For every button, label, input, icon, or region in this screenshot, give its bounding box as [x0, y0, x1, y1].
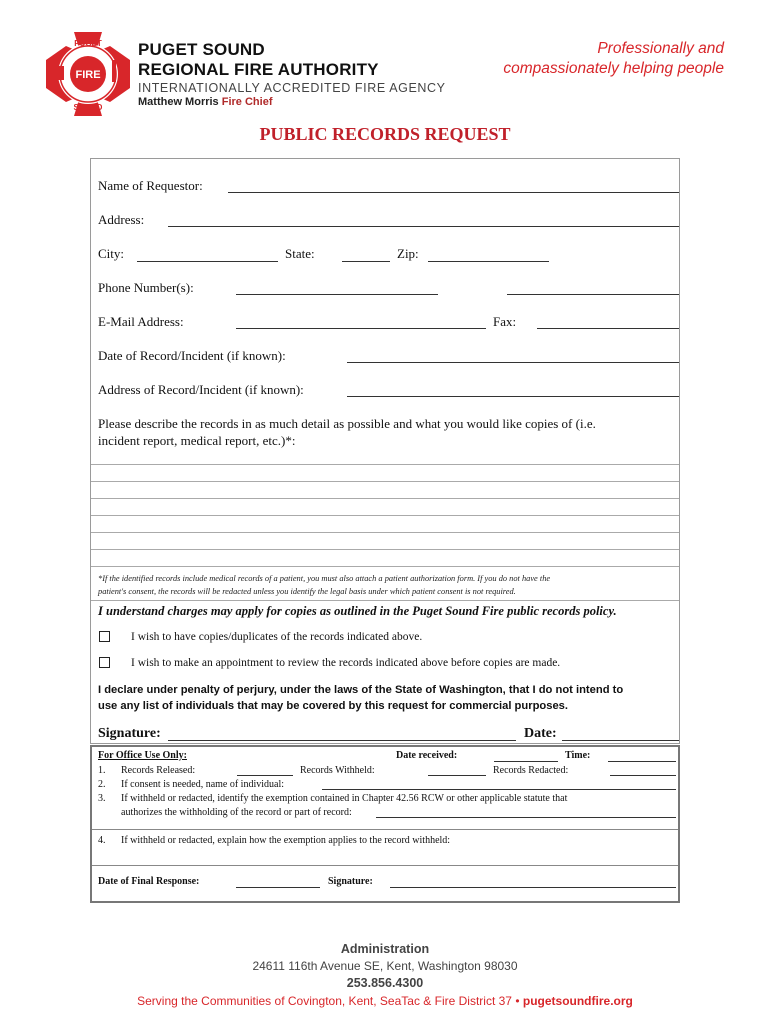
description-line-2[interactable] [91, 481, 679, 482]
description-line-4[interactable] [91, 515, 679, 516]
fire-chief [138, 96, 272, 108]
description-line-3[interactable] [91, 498, 679, 499]
office-use-heading: For Office Use Only: [98, 750, 187, 761]
copies-checkbox[interactable] [99, 631, 110, 642]
state-field[interactable] [342, 261, 390, 262]
declaration-line2: use any list of individuals that may be covered by this request for commercial purposes. [98, 700, 569, 712]
description-line-6[interactable] [91, 549, 679, 550]
description-line-5[interactable] [91, 532, 679, 533]
tagline-line2: compassionately helping people [503, 60, 724, 77]
records-withheld-label: Records Withheld: [300, 765, 375, 776]
consent-field[interactable] [322, 789, 676, 790]
date-received-label: Date received: [396, 750, 458, 761]
office-divider-2 [92, 865, 678, 866]
copies-option-label: I wish to have copies/duplicates of the records indicated above. [131, 631, 423, 643]
fire-authority-logo [44, 30, 132, 118]
incident-date-label: Date of Record/Incident (if known): [98, 348, 286, 363]
records-redacted-label: Records Redacted: [493, 765, 569, 776]
item-number-1: 1. [98, 765, 106, 776]
email-field[interactable] [236, 328, 486, 329]
consent-label: If consent is needed, name of individual: [121, 779, 285, 790]
footer-address: 24611 116th Avenue SE, Kent, Washington 98030 [252, 959, 518, 973]
review-option-label: I wish to make an appointment to review the records indicated above before copies are made. [131, 657, 561, 669]
logo-top-text: PUGET [74, 39, 102, 48]
signature-field[interactable] [168, 740, 516, 741]
exemption-field[interactable] [376, 817, 676, 818]
footer-phone: 253.856.4300 [346, 976, 424, 990]
phone-field-1[interactable] [236, 294, 438, 295]
exemption-explanation-label: If withheld or redacted, explain how the exemption applies to the record withheld: [121, 835, 451, 846]
name-field[interactable] [228, 192, 679, 193]
description-line-7[interactable] [91, 566, 679, 567]
describe-instructions-line1: Please describe the records in as much detail as possible and what you would like copies of (i.e. [98, 416, 596, 431]
final-response-field[interactable] [236, 887, 320, 888]
signature-date-field[interactable] [562, 740, 679, 741]
date-received-field[interactable] [494, 761, 558, 762]
medical-footnote-line2: patient's consent, the records will be redacted unless you identify the legal basis under which patient consent is not required. [98, 587, 516, 596]
incident-address-label: Address of Record/Incident (if known): [98, 382, 304, 397]
item-number-4: 4. [98, 835, 106, 846]
footer-communities: Serving the Communities of Covington, Kent, SeaTac & Fire District 37 [137, 994, 512, 1008]
declaration-line1: I declare under penalty of perjury, under the laws of the State of Washington, that I do not intend to [98, 684, 624, 696]
records-redacted-field[interactable] [610, 775, 676, 776]
footer-bullet: • [515, 994, 520, 1008]
fax-field[interactable] [537, 328, 679, 329]
time-label: Time: [565, 750, 591, 761]
final-response-label: Date of Final Response: [98, 876, 200, 887]
signature-date-label: Date: [524, 726, 557, 741]
item-number-2: 2. [98, 779, 106, 790]
name-label: Name of Requestor: [98, 178, 203, 193]
chief-name: Matthew Morris [138, 96, 219, 108]
fax-label: Fax: [493, 314, 517, 329]
review-checkbox[interactable] [99, 657, 110, 668]
address-label: Address: [98, 212, 145, 227]
footer-serving [0, 994, 770, 1008]
records-released-field[interactable] [237, 775, 293, 776]
description-line-1[interactable] [91, 464, 679, 465]
incident-address-field[interactable] [347, 396, 679, 397]
office-signature-label: Signature: [328, 876, 373, 887]
exemption-instructions-line2: authorizes the withholding of the record or part of record: [121, 807, 352, 818]
agency-accreditation: INTERNATIONALLY ACCREDITED FIRE AGENCY [138, 81, 446, 95]
zip-label: Zip: [397, 246, 419, 261]
phone-label: Phone Number(s): [98, 280, 194, 295]
org-name-line2: REGIONAL FIRE AUTHORITY [138, 60, 379, 79]
charges-notice: I understand charges may apply for copies as outlined in the Puget Sound Fire public records policy. [98, 604, 617, 618]
incident-date-field[interactable] [347, 362, 679, 363]
email-label: E-Mail Address: [98, 314, 184, 329]
address-field[interactable] [168, 226, 679, 227]
logo-mid-text: FIRE [75, 69, 101, 81]
tagline-line1: Professionally and [597, 40, 724, 57]
footer-department: Administration [340, 942, 430, 956]
phone-field-2[interactable] [507, 294, 679, 295]
records-released-label: Records Released: [121, 765, 196, 776]
zip-field[interactable] [428, 261, 549, 262]
medical-footnote-line1: *If the identified records include medical records of a patient, you must also attach a patient authorization form. If you do not have the [98, 574, 551, 583]
time-field[interactable] [608, 761, 676, 762]
footnote-divider [91, 600, 679, 601]
office-signature-field[interactable] [390, 887, 676, 888]
signature-label: Signature: [98, 726, 161, 741]
describe-instructions-line2: incident report, medical report, etc.)*: [98, 433, 296, 448]
chief-title: Fire Chief [221, 96, 273, 108]
city-label: City: [98, 246, 125, 261]
page-title: PUBLIC RECORDS REQUEST [259, 124, 511, 144]
item-number-3: 3. [98, 793, 106, 804]
footer-website-link[interactable]: pugetsoundfire.org [522, 994, 633, 1008]
records-withheld-field[interactable] [428, 775, 486, 776]
logo-bottom-text: SOUND [73, 103, 103, 112]
state-label: State: [285, 246, 315, 261]
org-name-line1: PUGET SOUND [138, 40, 265, 59]
city-field[interactable] [137, 261, 278, 262]
exemption-instructions-line1: If withheld or redacted, identify the exemption contained in Chapter 42.56 RCW or other applicable statute that [121, 793, 568, 804]
office-divider-1 [92, 829, 678, 830]
